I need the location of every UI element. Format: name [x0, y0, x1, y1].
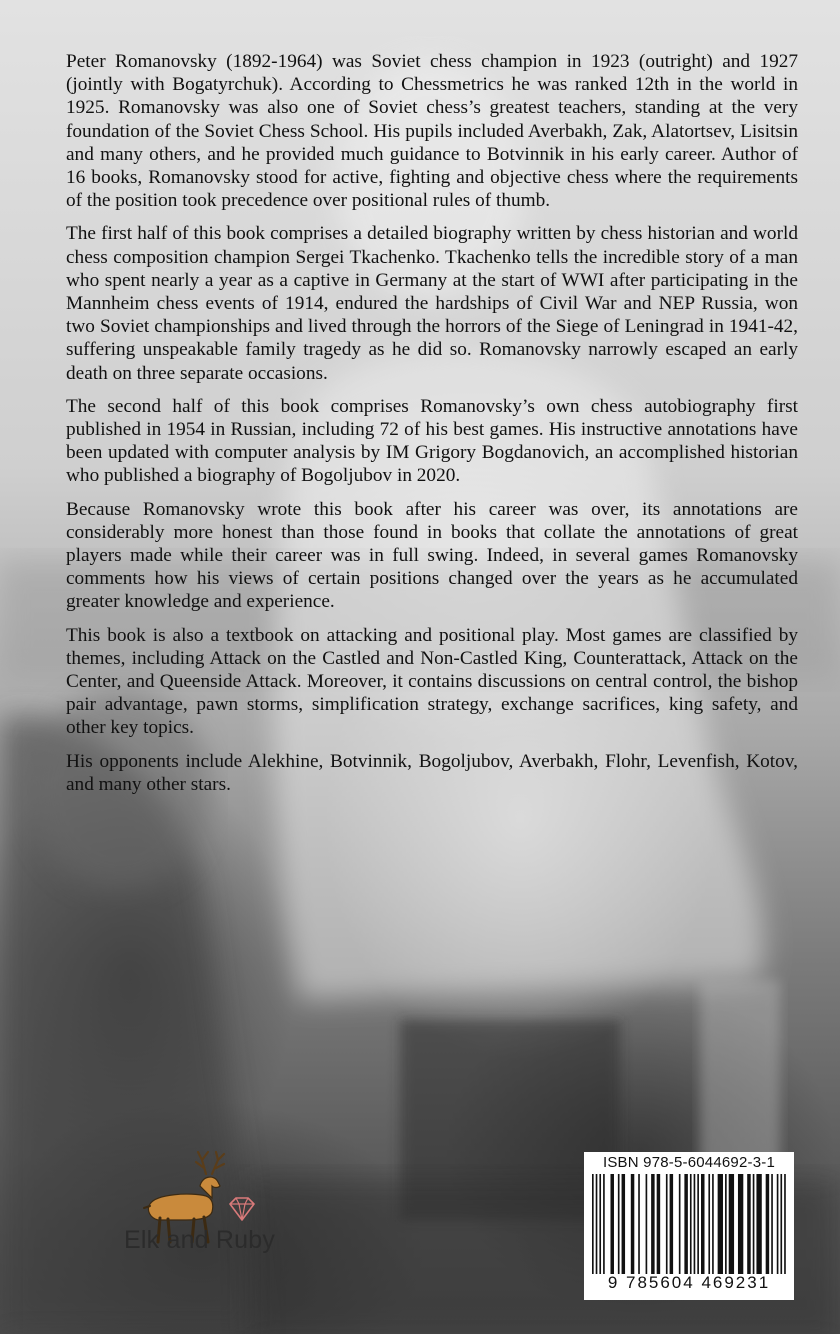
- barcode-bar: [729, 1174, 734, 1274]
- barcode-bar: [622, 1174, 626, 1274]
- barcode-bar: [780, 1174, 782, 1274]
- barcode-bar: [670, 1174, 674, 1274]
- barcode-bar: [690, 1174, 692, 1274]
- barcode-bar: [610, 1174, 614, 1274]
- barcode-bar: [718, 1174, 723, 1274]
- barcode-bar: [666, 1174, 668, 1274]
- barcode-bar: [697, 1174, 699, 1274]
- barcode-bar: [657, 1174, 661, 1274]
- barcode-bar: [694, 1174, 696, 1274]
- barcode-bar: [771, 1174, 773, 1274]
- barcode-bar: [712, 1174, 714, 1274]
- barcode-bar: [738, 1174, 743, 1274]
- barcode-bar: [784, 1174, 786, 1274]
- barcode-bar: [596, 1174, 598, 1274]
- barcode-bar: [631, 1174, 635, 1274]
- barcode-bar: [777, 1174, 779, 1274]
- barcode-bar: [708, 1174, 710, 1274]
- blurb-paragraph: His opponents include Alekhine, Botvinnik, Bogoljubov, Averbakh, Flohr, Levenfish, Kotov, and many other stars.: [66, 750, 798, 795]
- blurb-paragraph: Because Romanovsky wrote this book after his career was over, its annotations are considerably more honest than those found in books that collate the annotations of great players made while their career was in full swing. Indeed, in several games Romanovsky comments how his views of certain positions changed over the years as he accumulated greater knowledge and experience.: [66, 498, 798, 613]
- isbn-barcode-block: [584, 1152, 794, 1300]
- barcode-bar: [603, 1174, 605, 1274]
- blurb-paragraph: The first half of this book comprises a detailed biography written by chess historian and world chess composition champion Sergei Tkachenko. Tkachenko tells the incredible story of a man who spent nearly a year as a captive in Germany at the start of WWI after participating in the Mannheim chess events of 1914, endured the hardships of Civil War and NEP Russia, won two Soviet championships and lived through the horrors of the Siege of Leningrad in 1941-42, suffering unspeakable family tragedy as he did so. Romanovsky narrowly escaped an early death on three separate occasions.: [66, 223, 798, 384]
- blurb-paragraph: This book is also a textbook on attacking and positional play. Most games are classified by themes, including Attack on the Castled and Non-Castled King, Counterattack, Attack on the Center, and Queenside Attack. Moreover, it contains discussions on central control, the bishop pair advantage, pawn storms, simplification strategy, exchange sacrifices, king safety, and other key topics.: [66, 624, 798, 739]
- barcode: [592, 1174, 786, 1274]
- barcode-bar: [679, 1174, 681, 1274]
- barcode-bar: [638, 1174, 640, 1274]
- barcode-bar: [684, 1174, 688, 1274]
- barcode-bar: [756, 1174, 761, 1274]
- barcode-bar: [766, 1174, 770, 1274]
- ruby-icon: [230, 1198, 254, 1220]
- barcode-bar: [753, 1174, 755, 1274]
- isbn-digits: 9 785604 469231: [607, 1273, 771, 1292]
- barcode-bar: [747, 1174, 751, 1274]
- barcode-bar: [599, 1174, 601, 1274]
- back-cover-blurb: [66, 50, 798, 806]
- blurb-paragraph: The second half of this book comprises Romanovsky’s own chess autobiography first published in 1954 in Russian, including 72 of his best games. His instructive annotations have been updated with computer analysis by IM Grigory Bogdanovich, an accomplished historian who published a biography of Bogoljubov in 2020.: [66, 395, 798, 487]
- barcode-bar: [725, 1174, 727, 1274]
- barcode-bar: [701, 1174, 705, 1274]
- barcode-bar: [646, 1174, 648, 1274]
- barcode-bar: [651, 1174, 655, 1274]
- barcode-bar: [618, 1174, 620, 1274]
- blurb-paragraph: Peter Romanovsky (1892-1964) was Soviet chess champion in 1923 (outright) and 1927 (jointly with Bogatyrchuk). According to Chessmetrics he was ranked 12th in the world in 1925. Romanovsky was also one of Soviet chess’s greatest teachers, standing at the very foundation of the Soviet Chess School. His pupils included Averbakh, Zak, Alatortsev, Lisitsin and many others, and he provided much guidance to Botvinnik in his early career. Author of 16 books, Romanovsky stood for active, fighting and objective chess where the requirements of the position took precedence over positional rules of thumb.: [66, 51, 798, 212]
- barcode-bar: [592, 1174, 594, 1274]
- publisher-name: Elk and Ruby: [124, 1226, 276, 1254]
- isbn-label: ISBN 978-5-6044692-3-1: [602, 1154, 775, 1171]
